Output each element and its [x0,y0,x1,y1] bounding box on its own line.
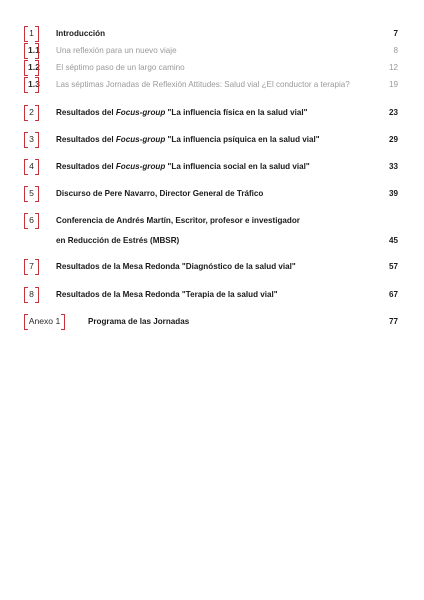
chapter-title: Resultados del Focus-group "La influencia física en la salud vial" [56,108,308,117]
chapter-title-line-2: en Reducción de Estrés (MBSR) [56,236,180,245]
toc-entry-2[interactable] [24,103,398,123]
page-number: 45 [388,236,398,245]
chapter-title: Introducción [56,29,106,38]
section-number: 1.1 [24,43,39,58]
page-number: 12 [388,63,398,72]
page-number: 33 [388,162,398,171]
page-number: 57 [388,262,398,271]
chapter-title: Resultados de la Mesa Redonda "Diagnóstico de la salud vial" [56,262,296,271]
chapter-number: 6 [24,213,39,228]
chapter-number: 2 [24,105,39,120]
section-number: 1.3 [24,77,39,92]
chapter-title: Resultados del Focus-group "La influencia psíquica en la salud vial" [56,135,320,144]
section-title: Una reflexión para un nuevo viaje [56,46,177,55]
page-number: 77 [388,317,398,326]
chapter-title: Discurso de Pere Navarro, Director General de Tráfico [56,189,264,198]
toc-entry-4[interactable] [24,157,398,177]
toc-entry-3[interactable] [24,130,398,150]
chapter-number: 3 [24,132,39,147]
page-number: 39 [388,189,398,198]
page-number: 67 [388,290,398,299]
page-number: 23 [388,108,398,117]
chapter-title: Resultados de la Mesa Redonda "Terapia de la salud vial" [56,290,278,299]
chapter-number: 7 [24,259,39,274]
chapter-number: 4 [24,159,39,174]
chapter-number: 8 [24,287,39,302]
chapter-title: Resultados del Focus-group "La influencia social en la salud vial" [56,162,310,171]
toc-entry-6[interactable] [24,211,398,251]
section-title: Las séptimas Jornadas de Reflexión Attitudes: Salud vial ¿El conductor a terapia? [56,80,350,89]
page-number: 8 [393,46,398,55]
section-number: 1.2 [24,60,39,75]
chapter-title-line-1: Conferencia de Andrés Martín, Escritor, profesor e investigador [56,216,300,225]
toc-entry-8[interactable] [24,285,398,305]
toc-entry-1-3[interactable] [24,75,398,95]
toc-entry-7[interactable] [24,257,398,277]
chapter-number: 1 [24,26,39,41]
page-number: 29 [388,135,398,144]
toc-entry-annex-1[interactable] [24,312,398,332]
annex-title: Programa de las Jornadas [88,317,190,326]
chapter-number: 5 [24,186,39,201]
toc-entry-5[interactable] [24,184,398,204]
annex-number: Anexo 1 [24,314,65,329]
section-title: El séptimo paso de un largo camino [56,63,185,72]
page-number: 19 [388,80,398,89]
page-number: 7 [393,29,398,38]
